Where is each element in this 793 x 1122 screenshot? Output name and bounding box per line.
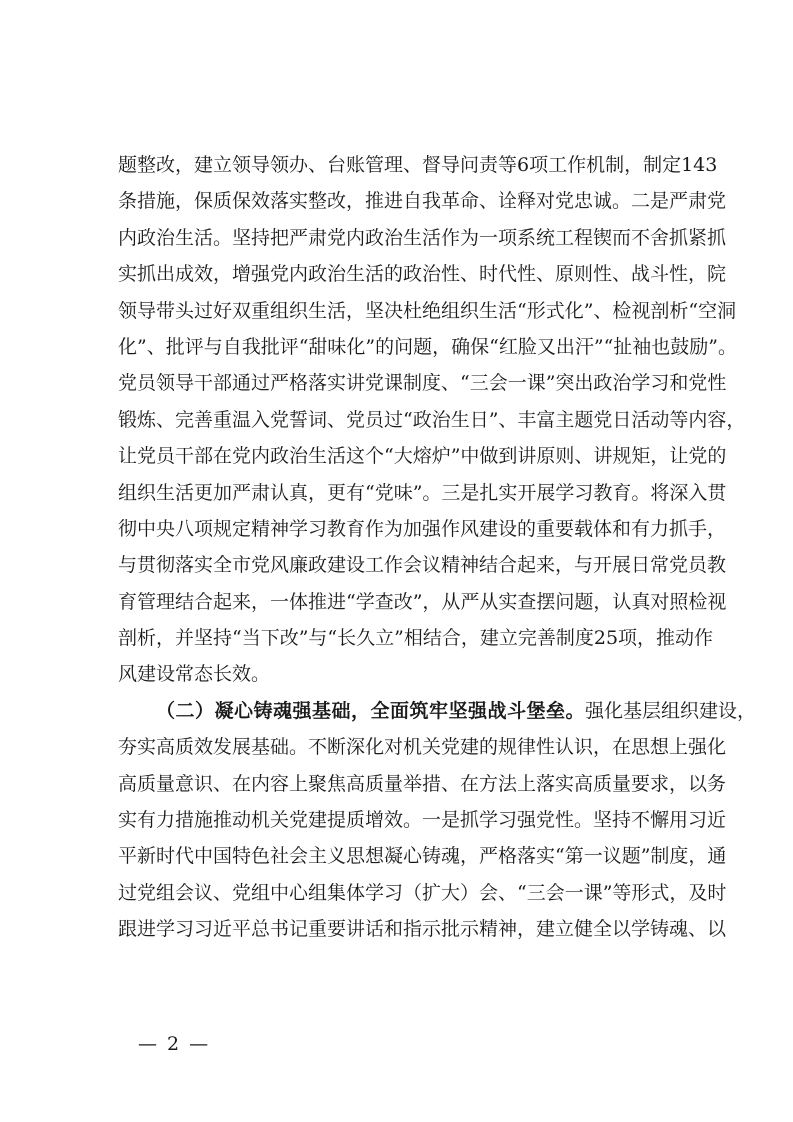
text-line: 与贯彻落实全市党风廉政建设工作会议精神结合起来，与开展日常党员教 — [118, 554, 727, 577]
text-line: 高质量意识、在内容上聚焦高质量举措、在方法上落实高质量要求，以务 — [118, 772, 727, 795]
text-line: 条措施，保质保效落实整改，推进自我革命、诠释对党忠诚。二是严肃党 — [118, 190, 727, 213]
section-heading-continuation: 强化基层组织建设， — [585, 699, 757, 722]
text-line: 锻炼、完善重温入党誓词、党员过“政治生日”、丰富主题党日活动等内容， — [118, 408, 746, 431]
section-heading-line — [118, 693, 757, 729]
text-line: 夯实高质效发展基础。不断深化对机关党建的规律性认识，在思想上强化 — [118, 736, 727, 759]
text-line: 党员领导干部通过严格落实讲党课制度、“三会一课”突出政治学习和党性 — [118, 372, 727, 395]
text-line: 实抓出成效，增强党内政治生活的政治性、时代性、原则性、战斗性，院 — [118, 263, 727, 286]
page-number: — 2 — — [138, 1033, 211, 1055]
text-line: 剖析，并坚持“当下改”与“长久立”相结合，建立完善制度25项，推动作 — [118, 627, 714, 650]
text-line: 平新时代中国特色社会主义思想凝心铸魂，严格落实“第一议题”制度，通 — [118, 845, 727, 868]
text-line: 组织生活更加严肃认真，更有“党味”。三是扎实开展学习教育。将深入贯 — [118, 481, 727, 504]
text-line: 领导带头过好双重组织生活，坚决杜绝组织生活“形式化”、检视剖析“空洞 — [118, 299, 737, 322]
text-line: 风建设常态长效。 — [118, 663, 271, 686]
section-heading: （二）凝心铸魂强基础，全面筑牢坚强战斗堡垒。 — [156, 699, 586, 722]
text-line: 过党组会议、党组中心组集体学习（扩大）会、“三会一课”等形式，及时 — [118, 881, 727, 904]
text-line: 题整改，建立领导领办、台账管理、督导问责等6项工作机制，制定143 — [118, 154, 718, 176]
text-line: 让党员干部在党内政治生活这个“大熔炉”中做到讲原则、讲规矩，让党的 — [118, 445, 727, 468]
text-line: 化”、批评与自我批评“甜味化”的问题，确保“红脸又出汗”“扯袖也鼓励”。 — [118, 335, 737, 358]
text-line: 内政治生活。坚持把严肃党内政治生活作为一项系统工程锲而不舍抓紧抓 — [118, 226, 727, 249]
text-line: 彻中央八项规定精神学习教育作为加强作风建设的重要载体和有力抓手， — [118, 517, 727, 540]
text-line: 实有力措施推动机关党建提质增效。一是抓学习强党性。坚持不懈用习近 — [118, 809, 727, 832]
text-line: 育管理结合起来，一体推进“学查改”，从严从实查摆问题，认真对照检视 — [118, 590, 727, 613]
body-text — [118, 147, 757, 948]
text-line: 跟进学习习近平总书记重要讲话和指示批示精神，建立健全以学铸魂、以 — [118, 918, 727, 941]
